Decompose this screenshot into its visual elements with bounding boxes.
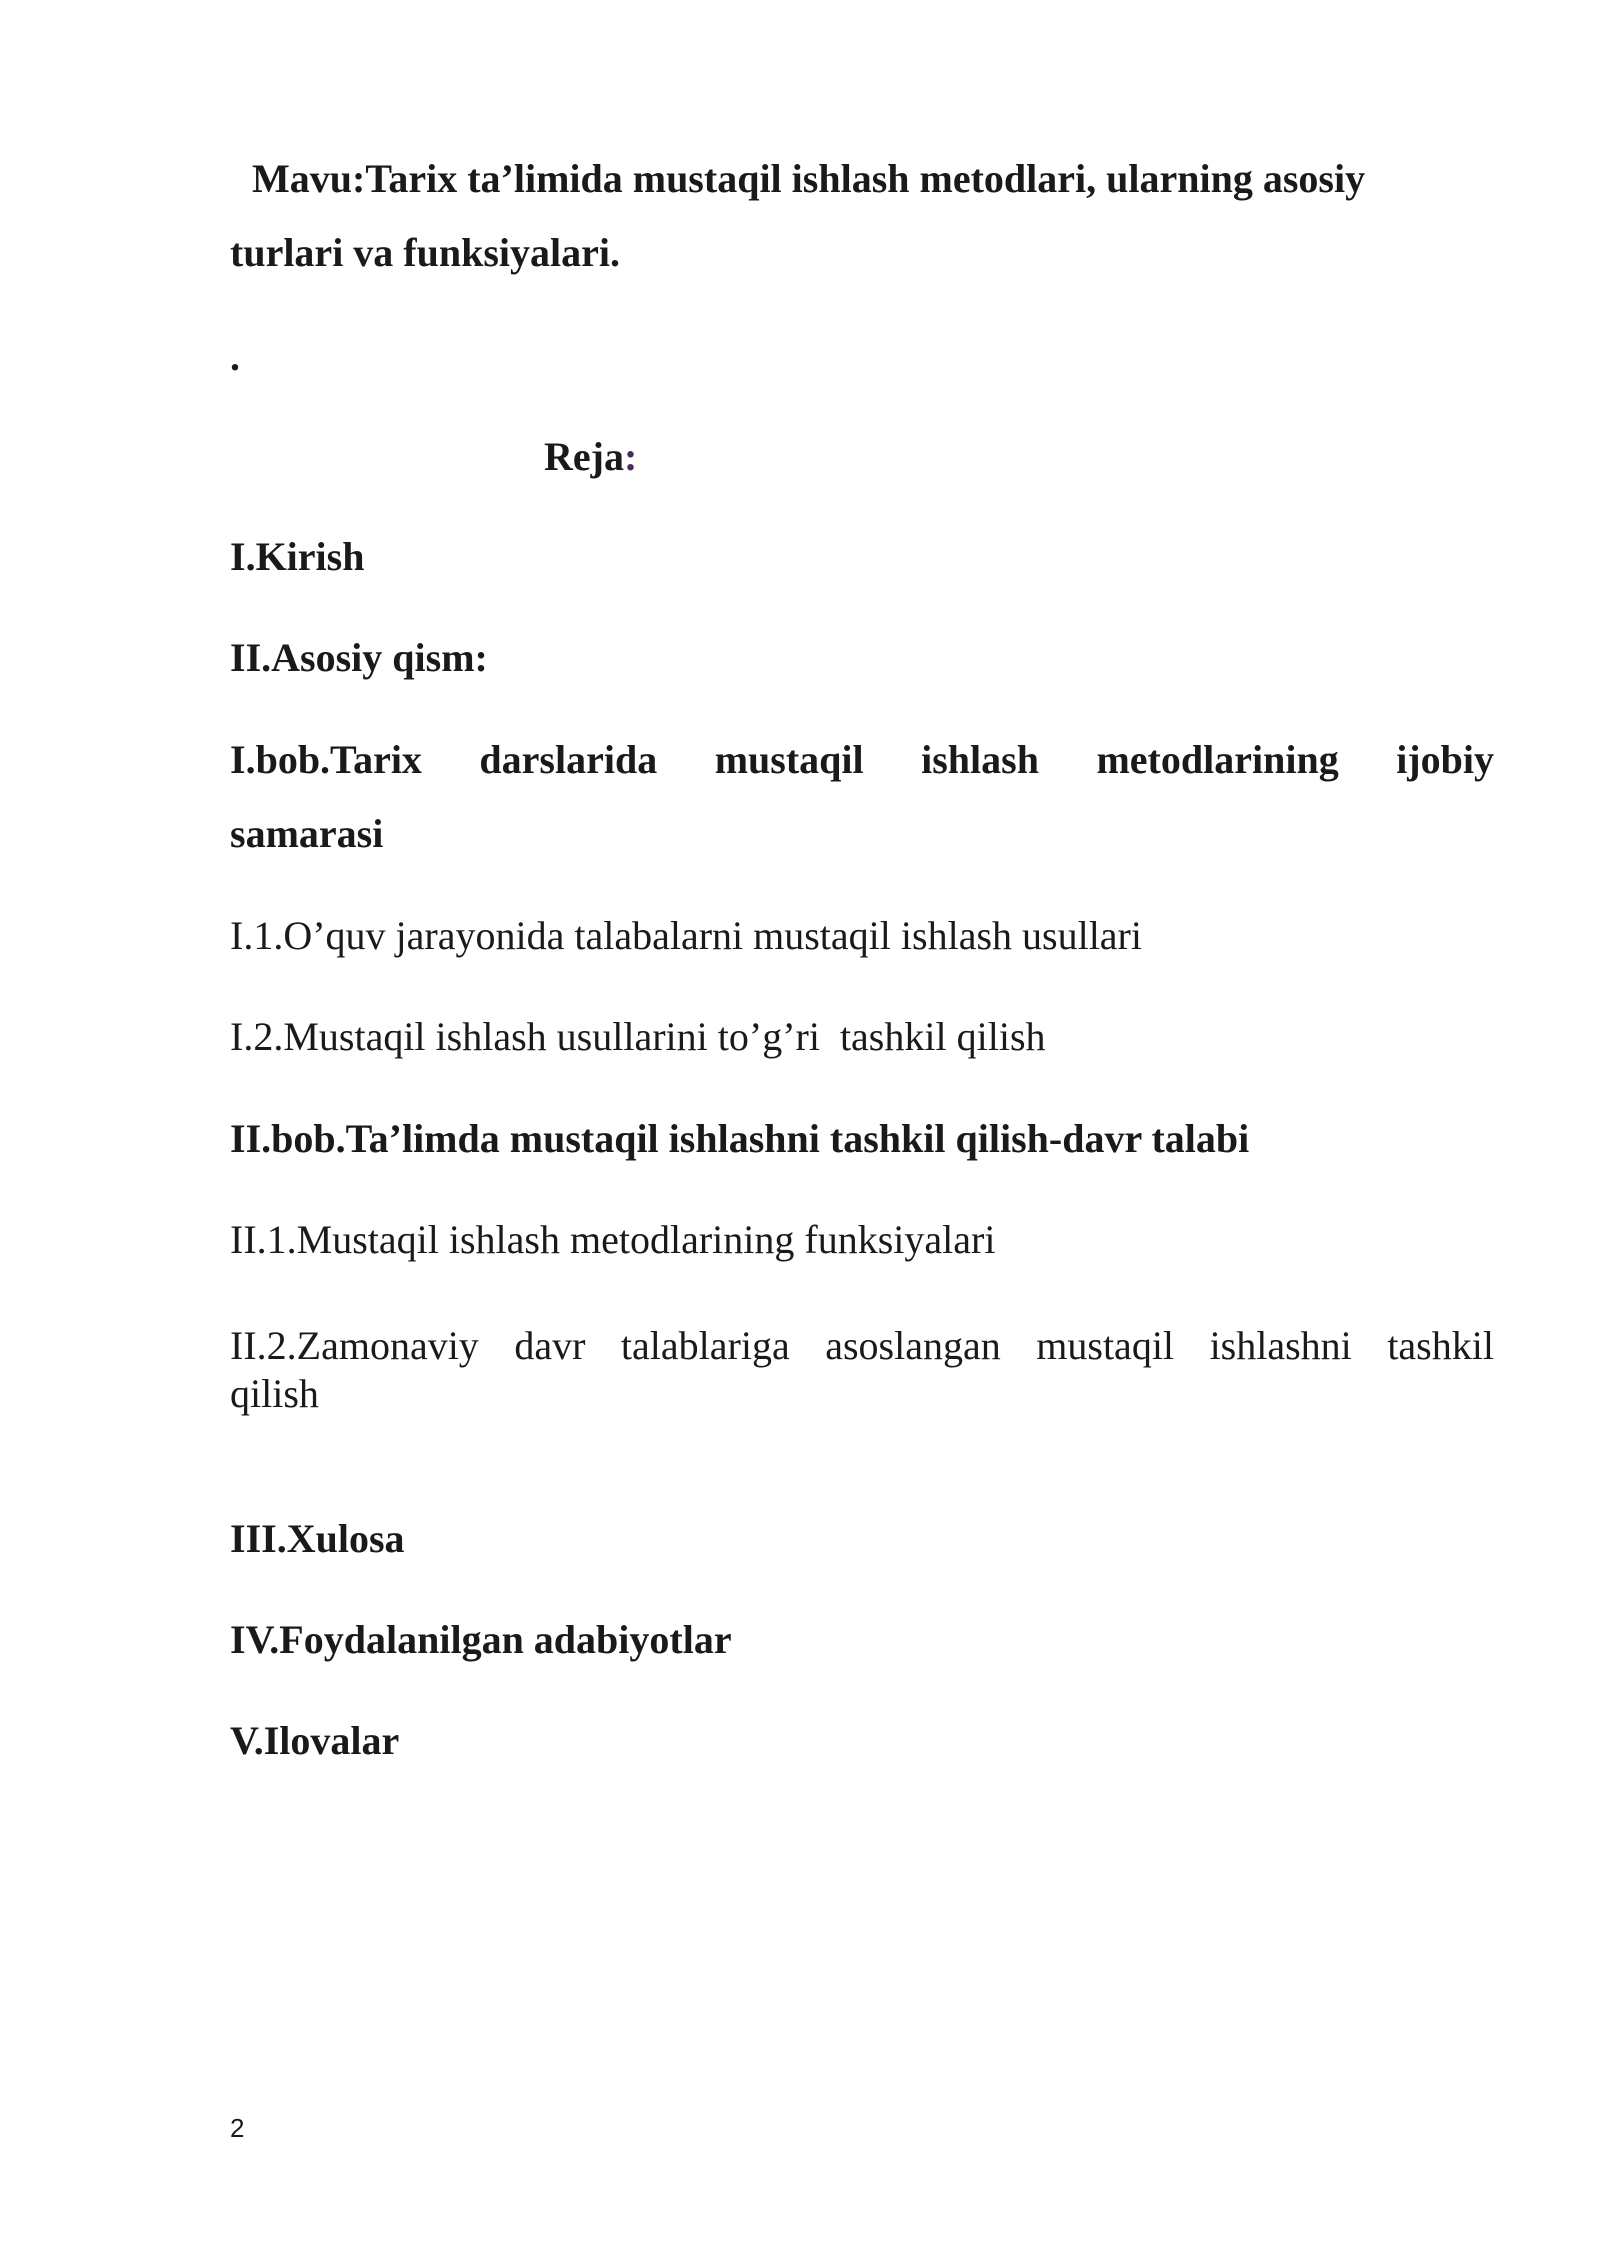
plan-item-chapter-1: [230, 723, 1494, 871]
section-2-2-word: ishlashni: [1209, 1323, 1352, 1368]
plan-heading-text: Reja: [544, 434, 624, 479]
section-2-2-line-2: qilish: [230, 1371, 319, 1416]
plan-heading: [544, 420, 637, 494]
plan-item-section-2-1: II.1.Mustaqil ishlash metodlarining funksiyalari: [230, 1217, 996, 1262]
chapter-1-word: I.bob.Tarix: [230, 737, 422, 782]
plan-item-main-part: II.Asosiy qism:: [230, 635, 488, 680]
plan-item-section-1-1: I.1.O’quv jarayonida talabalarni mustaqil ishlash usullari: [230, 913, 1142, 958]
chapter-1-word: mustaqil: [714, 737, 864, 782]
plan-item-references: IV.Foydalanilgan adabiyotlar: [230, 1617, 732, 1662]
plan-heading-colon: :: [623, 434, 638, 479]
section-2-2-word: tashkil: [1387, 1323, 1494, 1368]
chapter-1-word: metodlarining: [1096, 737, 1339, 782]
section-2-2-word: talablariga: [620, 1323, 790, 1368]
page-number: 2: [230, 2113, 245, 2143]
separator-dot: .: [230, 334, 240, 379]
title-line-1: Mavu:Tarix ta’limida mustaqil ishlash metodlari, ularning asosiy: [252, 156, 1366, 201]
section-2-2-word: davr: [514, 1323, 586, 1368]
chapter-1-word: darslarida: [479, 737, 658, 782]
plan-item-intro: I.Kirish: [230, 534, 365, 579]
plan-item-section-1-2: I.2.Mustaqil ishlash usullarini to’g’ri tashkil qilish: [230, 1014, 1046, 1059]
document-title: [230, 142, 1494, 290]
section-2-2-word: asoslangan: [825, 1323, 1001, 1368]
section-2-2-word: II.2.Zamonaviy: [230, 1323, 479, 1368]
plan-item-appendices: V.Ilovalar: [230, 1718, 400, 1763]
chapter-1-line-1: [230, 723, 1494, 797]
chapter-1-word: ishlash: [921, 737, 1039, 782]
section-2-2-word: mustaqil: [1036, 1323, 1175, 1368]
plan-item-section-2-2: [230, 1322, 1494, 1418]
title-line-2: turlari va funksiyalari.: [230, 230, 621, 275]
plan-item-chapter-2: II.bob.Ta’limda mustaqil ishlashni tashkil qilish-davr talabi: [230, 1116, 1250, 1161]
chapter-1-line-2: samarasi: [230, 811, 384, 856]
chapter-1-word: ijobiy: [1396, 737, 1494, 782]
section-2-2-line-1: [230, 1322, 1494, 1370]
plan-item-conclusion: III.Xulosa: [230, 1516, 405, 1561]
